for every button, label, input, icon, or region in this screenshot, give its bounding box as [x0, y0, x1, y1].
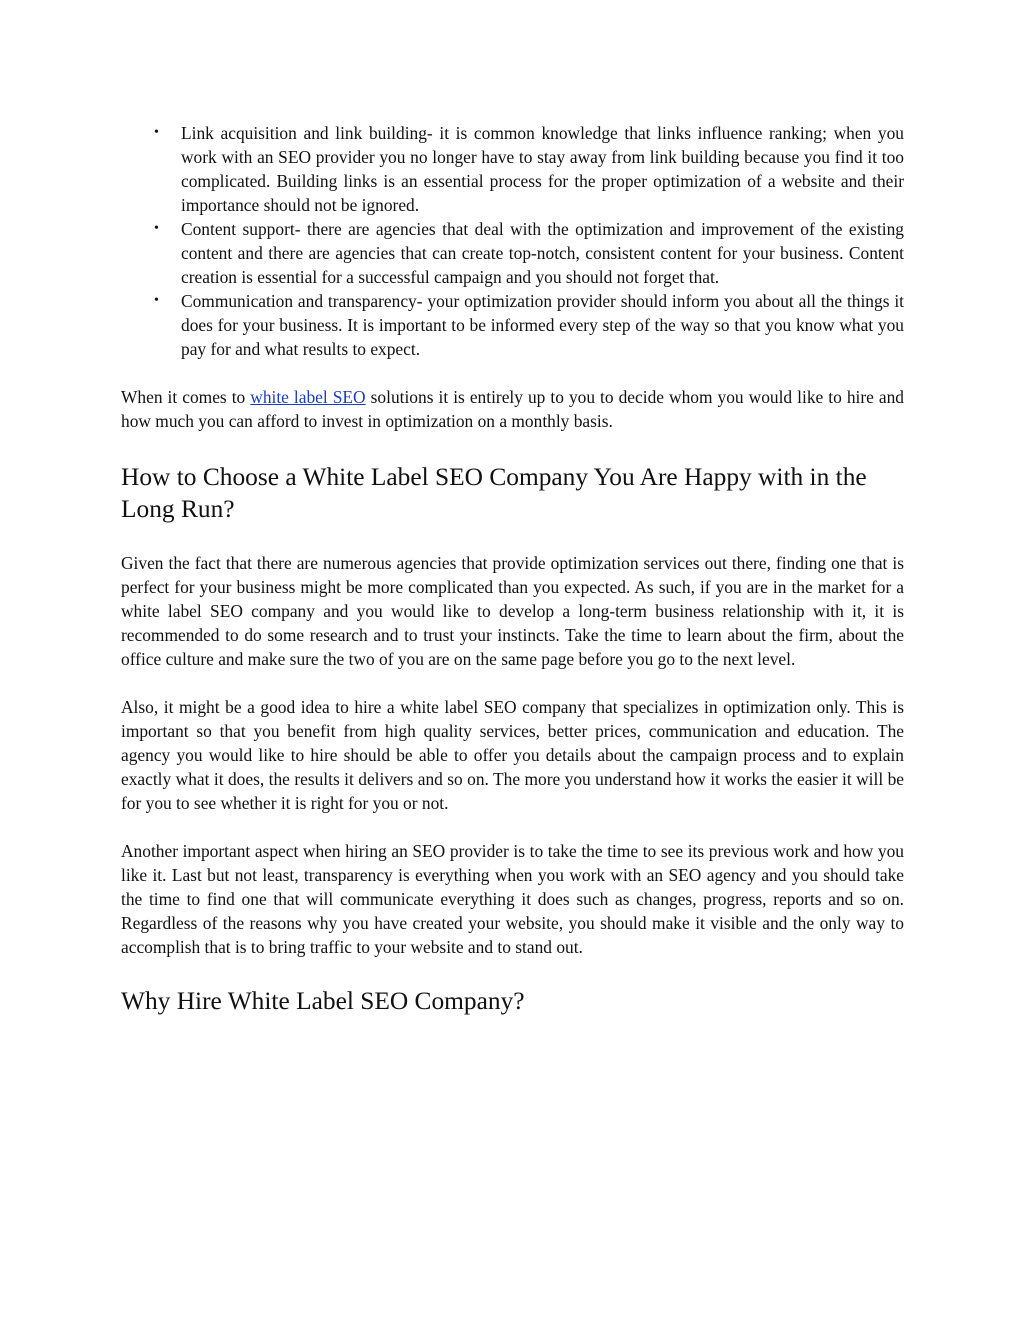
- body-paragraph: Another important aspect when hiring an SEO provider is to take the time to see its previous work and how you like it. Last but not least, transparency is everything when you work with an SEO agency and you should take the time to find one that will communicate everything it does such as changes, progress, reports and so on. Regardless of the reasons why you have created your website, you should make it visible and the only way to accomplish that is to bring traffic to your website and to stand out.: [121, 841, 904, 957]
- list-item-text: Link acquisition and link building- it is common knowledge that links influence ranking; when you work with an SEO provider you no longer have to stay away from link building because you find it too complicated. Building links is an essential process for the proper optimization of a website and their importance should not be ignored.: [181, 123, 904, 215]
- intro-text-after: solutions it is entirely up to you to decide whom you would like to hire and how much you can afford to invest in optimization on a monthly basis.: [121, 387, 904, 431]
- bullet-icon: •: [154, 293, 159, 308]
- list-item-text: Communication and transparency- your optimization provider should inform you about all the things it does for your business. It is important to be informed every step of the way so that you know what you pay for and what results to expect.: [181, 291, 904, 359]
- body-paragraph: Given the fact that there are numerous agencies that provide optimization services out there, finding one that is perfect for your business might be more complicated than you expected. As such, if you are in the market for a white label SEO company and you would like to develop a long-term business relationship with it, it is recommended to do some research and to trust your instincts. Take the time to learn about the firm, about the office culture and make sure the two of you are on the same page before you go to the next level.: [121, 553, 904, 669]
- section-heading-why-hire: Why Hire White Label SEO Company?: [121, 987, 525, 1015]
- white-label-seo-link[interactable]: white label SEO: [250, 387, 366, 407]
- body-paragraph: Also, it might be a good idea to hire a white label SEO company that specializes in optimization only. This is important so that you benefit from high quality services, better prices, communication and education. The agency you would like to hire should be able to offer you details about the campaign process and to explain exactly what it does, the results it delivers and so on. The more you understand how it works the easier it will be for you to see whether it is right for you or not.: [121, 697, 904, 813]
- bullet-icon: •: [154, 125, 159, 140]
- section-heading-choose: How to Choose a White Label SEO Company You Are Happy with in the Long Run?: [121, 463, 867, 523]
- intro-text-before: When it comes to: [121, 387, 251, 407]
- document-page: [121, 121, 904, 1017]
- list-item: [121, 217, 904, 289]
- list-item-text: Content support- there are agencies that deal with the optimization and improvement of the existing content and there are agencies that can create top-notch, consistent content for your business. Content creation is essential for a successful campaign and you should not forget that.: [181, 219, 904, 287]
- intro-paragraph: [121, 385, 904, 433]
- list-item: [121, 121, 904, 217]
- list-item: [121, 289, 904, 361]
- bullet-list: [121, 121, 904, 361]
- bullet-icon: •: [154, 221, 159, 236]
